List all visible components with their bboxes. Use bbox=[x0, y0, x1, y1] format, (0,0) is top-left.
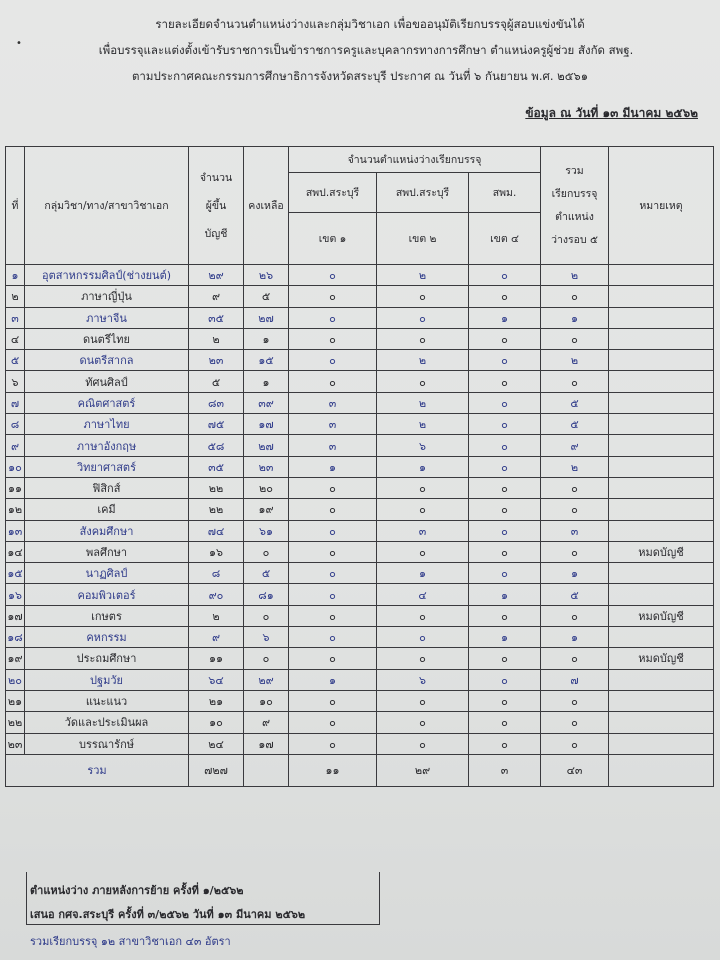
row-listed: ๒ bbox=[189, 605, 244, 626]
row-remaining: ๒๖ bbox=[244, 265, 289, 286]
row-note bbox=[609, 414, 714, 435]
row-area2: ๒ bbox=[377, 265, 469, 286]
row-no: ๘ bbox=[6, 414, 25, 435]
row-area3: ๐ bbox=[469, 371, 541, 392]
header-listed-l1: จำนวน bbox=[199, 171, 233, 184]
row-note: หมดบัญชี bbox=[609, 541, 714, 562]
row-remaining: ๕ bbox=[244, 286, 289, 307]
row-remaining: ๑๐ bbox=[244, 690, 289, 711]
row-total: ๐ bbox=[541, 371, 609, 392]
row-area1: ๓ bbox=[289, 392, 377, 413]
row-no: ๙ bbox=[6, 435, 25, 456]
row-area2: ๔ bbox=[377, 584, 469, 605]
row-total: ๑ bbox=[541, 307, 609, 328]
row-note bbox=[609, 477, 714, 498]
row-total: ๐ bbox=[541, 286, 609, 307]
row-subject: ฟิสิกส์ bbox=[25, 477, 189, 498]
row-note: หมดบัญชี bbox=[609, 648, 714, 669]
row-note bbox=[609, 669, 714, 690]
row-area2: ๐ bbox=[377, 733, 469, 754]
row-area1: ๐ bbox=[289, 307, 377, 328]
row-no: ๒๑ bbox=[6, 690, 25, 711]
footer-line-3: รวมเรียกบรรจุ ๑๒ สาขาวิชาเอก ๔๓ อัตรา bbox=[30, 935, 231, 948]
table-row bbox=[6, 733, 714, 754]
row-subject: บรรณารักษ์ bbox=[25, 733, 189, 754]
row-total: ๕ bbox=[541, 414, 609, 435]
row-no: ๔ bbox=[6, 328, 25, 349]
row-area3: ๐ bbox=[469, 563, 541, 584]
row-note bbox=[609, 627, 714, 648]
row-total: ๒ bbox=[541, 265, 609, 286]
header-area1-sub: เขต ๑ bbox=[289, 213, 377, 265]
row-area1: ๐ bbox=[289, 690, 377, 711]
row-area3: ๐ bbox=[469, 286, 541, 307]
header-total-l4: ว่างรอบ ๕ bbox=[551, 233, 598, 246]
row-no: ๕ bbox=[6, 350, 25, 371]
table-row bbox=[6, 541, 714, 562]
row-area3: ๐ bbox=[469, 414, 541, 435]
row-area3: ๐ bbox=[469, 648, 541, 669]
row-subject: ภาษาไทย bbox=[25, 414, 189, 435]
row-area1: ๐ bbox=[289, 499, 377, 520]
row-remaining: ๒๗ bbox=[244, 435, 289, 456]
row-subject: เกษตร bbox=[25, 605, 189, 626]
header-subject: กลุ่มวิชา/ทาง/สาขาวิชาเอก bbox=[25, 147, 189, 265]
row-total: ๗ bbox=[541, 669, 609, 690]
header-area2-sub: เขต ๒ bbox=[377, 213, 469, 265]
row-total: ๒ bbox=[541, 350, 609, 371]
row-total: ๕ bbox=[541, 392, 609, 413]
table-row bbox=[6, 605, 714, 626]
footer-line-1: ตำแหน่งว่าง ภายหลังการย้าย ครั้งที่ ๑/๒๕๖๒ bbox=[30, 884, 244, 897]
table-row bbox=[6, 328, 714, 349]
row-listed: ๕ bbox=[189, 371, 244, 392]
row-listed: ๗๔ bbox=[189, 520, 244, 541]
row-area2: ๐ bbox=[377, 499, 469, 520]
row-remaining: ๑๗ bbox=[244, 733, 289, 754]
row-area3: ๐ bbox=[469, 499, 541, 520]
row-area3: ๑ bbox=[469, 307, 541, 328]
header-area3: สพม. bbox=[469, 173, 541, 213]
row-no: ๑๘ bbox=[6, 627, 25, 648]
row-area2: ๖ bbox=[377, 435, 469, 456]
row-listed: ๒ bbox=[189, 328, 244, 349]
header-total bbox=[541, 147, 609, 265]
row-no: ๑๕ bbox=[6, 563, 25, 584]
row-remaining: ๒๙ bbox=[244, 669, 289, 690]
row-area1: ๐ bbox=[289, 712, 377, 733]
row-no: ๖ bbox=[6, 371, 25, 392]
row-no: ๑๖ bbox=[6, 584, 25, 605]
row-area3: ๐ bbox=[469, 712, 541, 733]
row-area1: ๐ bbox=[289, 265, 377, 286]
row-total: ๙ bbox=[541, 435, 609, 456]
row-area2: ๐ bbox=[377, 371, 469, 392]
table-row bbox=[6, 690, 714, 711]
header-total-l1: รวม bbox=[565, 164, 584, 177]
row-remaining: ๘๑ bbox=[244, 584, 289, 605]
table-row bbox=[6, 477, 714, 498]
row-no: ๑๓ bbox=[6, 520, 25, 541]
bullet-mark: • bbox=[16, 38, 22, 49]
total-label: รวม bbox=[6, 754, 189, 786]
row-no: ๑๒ bbox=[6, 499, 25, 520]
row-area1: ๓ bbox=[289, 435, 377, 456]
row-note bbox=[609, 456, 714, 477]
row-listed: ๘๓ bbox=[189, 392, 244, 413]
row-no: ๒๐ bbox=[6, 669, 25, 690]
table-body bbox=[6, 265, 714, 755]
header-area1: สพป.สระบุรี bbox=[289, 173, 377, 213]
row-total: ๐ bbox=[541, 648, 609, 669]
header-area3-sub: เขต ๔ bbox=[469, 213, 541, 265]
row-total: ๐ bbox=[541, 605, 609, 626]
row-no: ๑๑ bbox=[6, 477, 25, 498]
row-area3: ๐ bbox=[469, 435, 541, 456]
row-note bbox=[609, 584, 714, 605]
header-vacant-group: จำนวนตำแหน่งว่างเรียกบรรจุ bbox=[289, 147, 541, 173]
row-area1: ๐ bbox=[289, 648, 377, 669]
row-area3: ๐ bbox=[469, 350, 541, 371]
row-area1: ๐ bbox=[289, 563, 377, 584]
row-listed: ๑๐ bbox=[189, 712, 244, 733]
row-remaining: ๒๗ bbox=[244, 307, 289, 328]
row-area1: ๐ bbox=[289, 627, 377, 648]
row-area3: ๐ bbox=[469, 456, 541, 477]
row-listed: ๒๒ bbox=[189, 499, 244, 520]
row-listed: ๓๕ bbox=[189, 456, 244, 477]
row-total: ๓ bbox=[541, 520, 609, 541]
row-no: ๑๙ bbox=[6, 648, 25, 669]
row-area2: ๐ bbox=[377, 690, 469, 711]
row-area3: ๐ bbox=[469, 669, 541, 690]
table-row bbox=[6, 648, 714, 669]
row-remaining: ๑๙ bbox=[244, 499, 289, 520]
table-row bbox=[6, 627, 714, 648]
row-area3: ๐ bbox=[469, 541, 541, 562]
row-area2: ๒ bbox=[377, 350, 469, 371]
total-area2: ๒๙ bbox=[377, 754, 469, 786]
row-remaining: ๑๗ bbox=[244, 414, 289, 435]
row-total: ๒ bbox=[541, 456, 609, 477]
row-remaining: ๑ bbox=[244, 371, 289, 392]
row-remaining: ๐ bbox=[244, 605, 289, 626]
row-area2: ๑ bbox=[377, 456, 469, 477]
row-subject: วิทยาศาสตร์ bbox=[25, 456, 189, 477]
row-area2: ๐ bbox=[377, 648, 469, 669]
row-subject: เคมี bbox=[25, 499, 189, 520]
row-area3: ๐ bbox=[469, 328, 541, 349]
row-note: หมดบัญชี bbox=[609, 605, 714, 626]
row-area3: ๐ bbox=[469, 520, 541, 541]
total-area3: ๓ bbox=[469, 754, 541, 786]
table-row bbox=[6, 392, 714, 413]
header-line-3: ตามประกาศคณะกรรมการศึกษาธิการจังหวัดสระบุรี ประกาศ ณ วันที่ ๖ กันยายน พ.ศ. ๒๕๖๑ bbox=[131, 69, 589, 83]
row-subject: ดนตรีสากล bbox=[25, 350, 189, 371]
row-area2: ๐ bbox=[377, 627, 469, 648]
row-listed: ๘ bbox=[189, 563, 244, 584]
row-listed: ๒๒ bbox=[189, 477, 244, 498]
row-area1: ๑ bbox=[289, 669, 377, 690]
row-note bbox=[609, 435, 714, 456]
row-total: ๐ bbox=[541, 712, 609, 733]
row-total: ๐ bbox=[541, 499, 609, 520]
header-line-2: เพื่อบรรจุและแต่งตั้งเข้ารับราชการเป็นข้าราชการครูและบุคลากรทางการศึกษา ตำแหน่งครูผู้ช่วย สังกัด สพฐ. bbox=[98, 43, 634, 57]
row-no: ๗ bbox=[6, 392, 25, 413]
row-no: ๒๒ bbox=[6, 712, 25, 733]
row-area2: ๒ bbox=[377, 414, 469, 435]
row-remaining: ๕ bbox=[244, 563, 289, 584]
row-listed: ๓๕ bbox=[189, 307, 244, 328]
total-remaining bbox=[244, 754, 289, 786]
row-note bbox=[609, 520, 714, 541]
row-remaining: ๓๙ bbox=[244, 392, 289, 413]
table-row bbox=[6, 499, 714, 520]
row-area2: ๐ bbox=[377, 286, 469, 307]
table-row bbox=[6, 286, 714, 307]
total-row bbox=[6, 754, 714, 786]
table-row bbox=[6, 265, 714, 286]
row-remaining: ๑๕ bbox=[244, 350, 289, 371]
row-note bbox=[609, 563, 714, 584]
total-note bbox=[609, 754, 714, 786]
row-remaining: ๒๐ bbox=[244, 477, 289, 498]
row-area1: ๐ bbox=[289, 584, 377, 605]
row-remaining: ๖ bbox=[244, 627, 289, 648]
row-remaining: ๖๑ bbox=[244, 520, 289, 541]
row-subject: คอมพิวเตอร์ bbox=[25, 584, 189, 605]
row-total: ๐ bbox=[541, 541, 609, 562]
row-remaining: ๒๓ bbox=[244, 456, 289, 477]
vacancy-table bbox=[5, 146, 714, 787]
row-area1: ๐ bbox=[289, 520, 377, 541]
row-note bbox=[609, 712, 714, 733]
row-subject: ทัศนศิลป์ bbox=[25, 371, 189, 392]
row-listed: ๒๓ bbox=[189, 350, 244, 371]
row-note bbox=[609, 733, 714, 754]
header-line-1: รายละเอียดจำนวนตำแหน่งว่างและกลุ่มวิชาเอก เพื่อขออนุมัติเรียกบรรจุผู้สอบแข่งขันได้ bbox=[155, 17, 585, 31]
row-area2: ๓ bbox=[377, 520, 469, 541]
row-listed: ๒๙ bbox=[189, 265, 244, 286]
total-area1: ๑๑ bbox=[289, 754, 377, 786]
row-area1: ๑ bbox=[289, 456, 377, 477]
table-row bbox=[6, 563, 714, 584]
row-area1: ๐ bbox=[289, 477, 377, 498]
total-listed: ๗๒๗ bbox=[189, 754, 244, 786]
row-no: ๒ bbox=[6, 286, 25, 307]
table-row bbox=[6, 350, 714, 371]
row-area3: ๐ bbox=[469, 265, 541, 286]
as-of-date: ข้อมูล ณ วันที่ ๑๓ มีนาคม ๒๕๖๒ bbox=[525, 106, 698, 120]
row-area3: ๐ bbox=[469, 690, 541, 711]
header-total-l3: ตำแหน่ง bbox=[555, 210, 594, 223]
total-total: ๔๓ bbox=[541, 754, 609, 786]
row-area2: ๖ bbox=[377, 669, 469, 690]
table-row bbox=[6, 456, 714, 477]
table-row bbox=[6, 307, 714, 328]
row-note bbox=[609, 265, 714, 286]
row-area3: ๐ bbox=[469, 477, 541, 498]
row-subject: สังคมศึกษา bbox=[25, 520, 189, 541]
row-subject: ภาษาจีน bbox=[25, 307, 189, 328]
row-area1: ๐ bbox=[289, 328, 377, 349]
row-area1: ๐ bbox=[289, 286, 377, 307]
row-total: ๕ bbox=[541, 584, 609, 605]
header-total-l2: เรียกบรรจุ bbox=[551, 187, 598, 200]
header-listed-l3: บัญชี bbox=[204, 227, 228, 240]
row-subject: คณิตศาสตร์ bbox=[25, 392, 189, 413]
row-listed: ๙ bbox=[189, 627, 244, 648]
row-area1: ๐ bbox=[289, 350, 377, 371]
row-note bbox=[609, 690, 714, 711]
row-listed: ๕๘ bbox=[189, 435, 244, 456]
row-subject: ประถมศึกษา bbox=[25, 648, 189, 669]
header-listed bbox=[189, 147, 244, 265]
row-area2: ๐ bbox=[377, 541, 469, 562]
row-listed: ๒๔ bbox=[189, 733, 244, 754]
row-total: ๐ bbox=[541, 690, 609, 711]
row-area1: ๓ bbox=[289, 414, 377, 435]
row-note bbox=[609, 307, 714, 328]
header-listed-l2: ผู้ขึ้น bbox=[205, 199, 227, 212]
row-listed: ๗๕ bbox=[189, 414, 244, 435]
table-row bbox=[6, 435, 714, 456]
row-subject: วัดและประเมินผล bbox=[25, 712, 189, 733]
row-no: ๒๓ bbox=[6, 733, 25, 754]
row-no: ๑ bbox=[6, 265, 25, 286]
row-area2: ๐ bbox=[377, 477, 469, 498]
row-listed: ๑๖ bbox=[189, 541, 244, 562]
row-remaining: ๙ bbox=[244, 712, 289, 733]
row-area2: ๑ bbox=[377, 563, 469, 584]
table-row bbox=[6, 584, 714, 605]
row-area3: ๑ bbox=[469, 627, 541, 648]
row-area3: ๐ bbox=[469, 733, 541, 754]
row-note bbox=[609, 371, 714, 392]
row-remaining: ๑ bbox=[244, 328, 289, 349]
row-no: ๑๔ bbox=[6, 541, 25, 562]
row-area1: ๐ bbox=[289, 371, 377, 392]
row-total: ๐ bbox=[541, 477, 609, 498]
row-no: ๑๐ bbox=[6, 456, 25, 477]
header-no: ที่ bbox=[6, 147, 25, 265]
row-subject: ภาษาอังกฤษ bbox=[25, 435, 189, 456]
row-area3: ๐ bbox=[469, 605, 541, 626]
row-listed: ๙๐ bbox=[189, 584, 244, 605]
row-total: ๐ bbox=[541, 328, 609, 349]
row-area2: ๒ bbox=[377, 392, 469, 413]
row-area3: ๑ bbox=[469, 584, 541, 605]
row-area1: ๐ bbox=[289, 541, 377, 562]
row-note bbox=[609, 392, 714, 413]
row-subject: ภาษาญี่ปุ่น bbox=[25, 286, 189, 307]
row-note bbox=[609, 328, 714, 349]
row-no: ๑๗ bbox=[6, 605, 25, 626]
table-row bbox=[6, 371, 714, 392]
table-row bbox=[6, 414, 714, 435]
row-note bbox=[609, 499, 714, 520]
row-total: ๐ bbox=[541, 733, 609, 754]
table-row bbox=[6, 520, 714, 541]
row-subject: คหกรรม bbox=[25, 627, 189, 648]
row-area2: ๐ bbox=[377, 307, 469, 328]
row-subject: ปฐมวัย bbox=[25, 669, 189, 690]
row-area2: ๐ bbox=[377, 605, 469, 626]
header-remaining: คงเหลือ bbox=[244, 147, 289, 265]
row-area1: ๐ bbox=[289, 733, 377, 754]
footer-line-2: เสนอ กศจ.สระบุรี ครั้งที่ ๓/๒๕๖๒ วันที่ ๑๓ มีนาคม ๒๕๖๒ bbox=[30, 908, 306, 921]
header-note: หมายเหตุ bbox=[609, 147, 714, 265]
row-subject: พลศึกษา bbox=[25, 541, 189, 562]
row-subject: แนะแนว bbox=[25, 690, 189, 711]
table-row bbox=[6, 712, 714, 733]
row-listed: ๙ bbox=[189, 286, 244, 307]
row-subject: นาฏศิลป์ bbox=[25, 563, 189, 584]
row-note bbox=[609, 286, 714, 307]
header-area2: สพป.สระบุรี bbox=[377, 173, 469, 213]
row-note bbox=[609, 350, 714, 371]
row-listed: ๑๑ bbox=[189, 648, 244, 669]
table-row bbox=[6, 669, 714, 690]
row-area1: ๐ bbox=[289, 605, 377, 626]
row-total: ๑ bbox=[541, 627, 609, 648]
row-total: ๑ bbox=[541, 563, 609, 584]
row-area3: ๐ bbox=[469, 392, 541, 413]
row-listed: ๖๔ bbox=[189, 669, 244, 690]
row-listed: ๒๑ bbox=[189, 690, 244, 711]
row-remaining: ๐ bbox=[244, 648, 289, 669]
row-remaining: ๐ bbox=[244, 541, 289, 562]
row-subject: อุตสาหกรรมศิลป์(ช่างยนต์) bbox=[25, 265, 189, 286]
row-no: ๓ bbox=[6, 307, 25, 328]
row-area2: ๐ bbox=[377, 712, 469, 733]
row-subject: ดนตรีไทย bbox=[25, 328, 189, 349]
row-area2: ๐ bbox=[377, 328, 469, 349]
